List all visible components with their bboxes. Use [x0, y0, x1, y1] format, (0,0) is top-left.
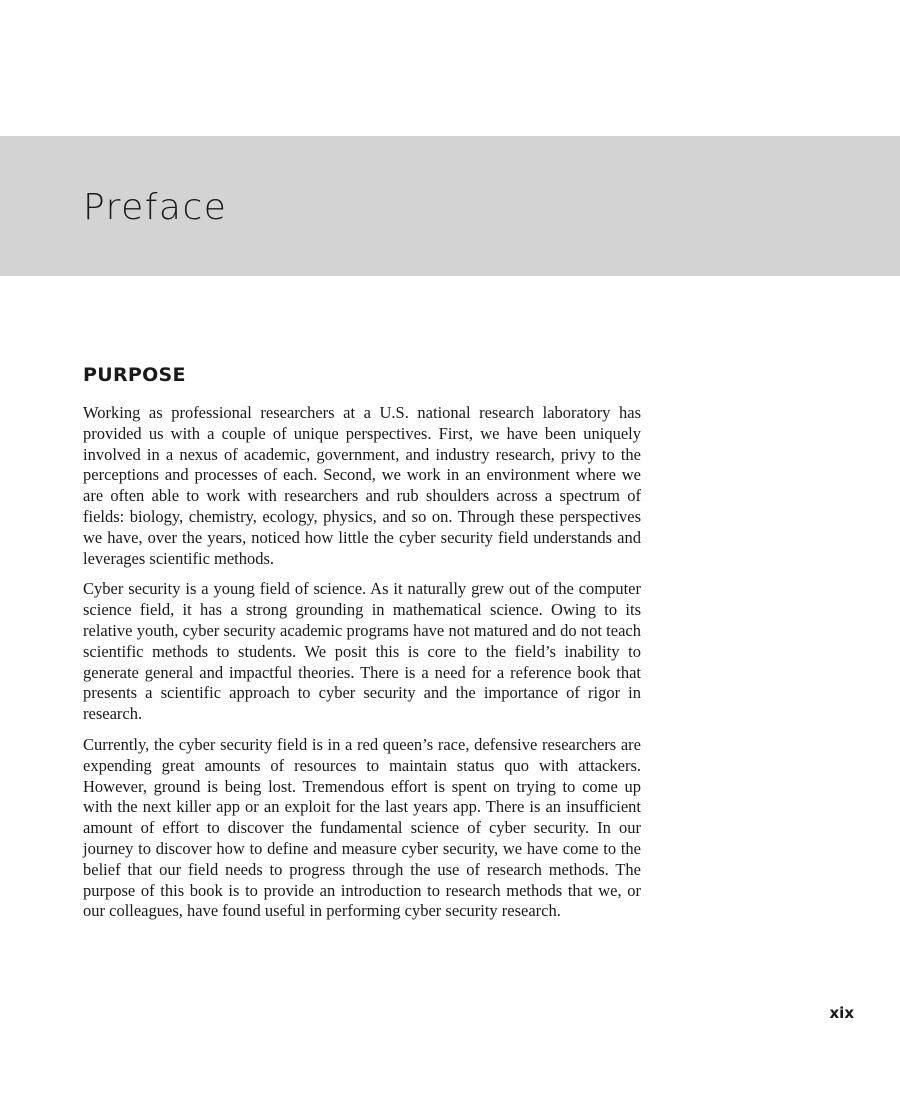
section-heading: PURPOSE	[83, 364, 186, 386]
paragraph-2: Cyber security is a young field of science. As it naturally grew out of the computer science field, it has a strong grounding in mathematical science. Owing to its relative youth, cyber security academic programs have not matured and do not teach scientific methods to students. We posit this is core to the field’s inability to generate general and impactful theories. There is a need for a reference book that presents a scientific approach to cyber security and the importance of rigor in research.	[83, 579, 641, 724]
paragraph-1: Working as professional researchers at a U.S. national research laboratory has provided us with a couple of unique perspectives. First, we have been uniquely involved in a nexus of academic, government, and industry research, privy to the perceptions and processes of each. Second, we work in an environment where we are often able to work with researchers and rub shoulders across a spectrum of fields: biology, chemistry, ecology, physics, and so on. Through these perspectives we have, over the years, noticed how little the cyber security field understands and leverages scientific methods.	[83, 403, 641, 568]
chapter-title: Preface	[83, 187, 228, 228]
page-number: xix	[829, 1004, 854, 1022]
section-body	[83, 403, 641, 932]
paragraph-3: Currently, the cyber security field is in a red queen’s race, defensive researchers are expending great amounts of resources to maintain status quo with attackers. However, ground is being lost. Tremendous effort is spent on trying to come up with the next killer app or an exploit for the last years app. There is an insufficient amount of effort to discover the fundamental science of cyber security. In our journey to discover how to define and measure cyber security, we have come to the belief that our field needs to progress through the use of research methods. The purpose of this book is to provide an introduction to research methods that we, or our colleagues, have found useful in performing cyber security research.	[83, 734, 641, 921]
